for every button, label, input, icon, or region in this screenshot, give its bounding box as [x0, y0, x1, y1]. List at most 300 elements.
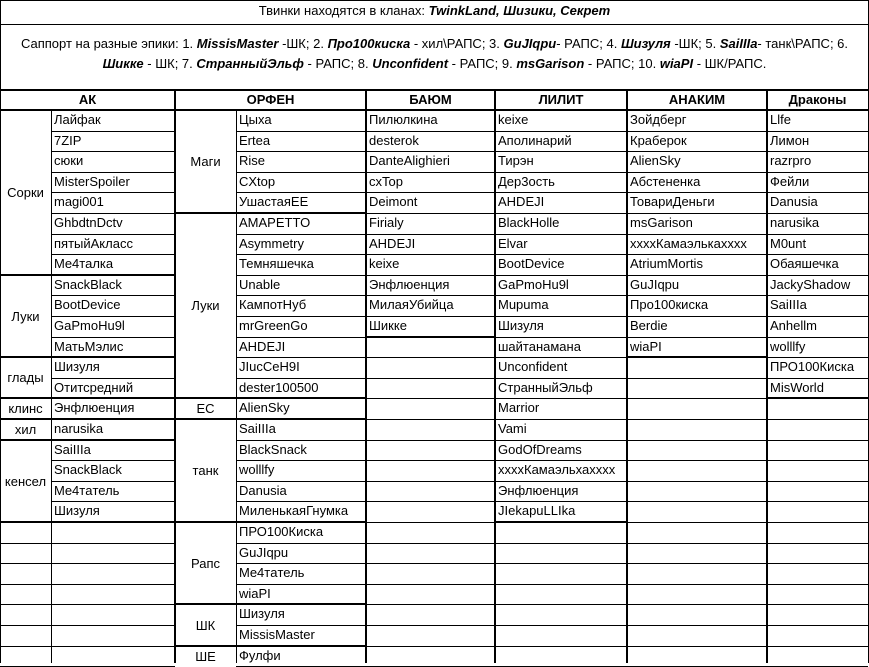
name-cell[interactable] [627, 110, 767, 131]
column-header-label: АК [78, 92, 97, 107]
name-text: Asymmetry [239, 236, 304, 251]
name-cell[interactable] [495, 234, 627, 254]
name-cell[interactable] [51, 316, 175, 337]
name-text: xxxxКамаэлькаxxxx [630, 236, 747, 251]
grid-line [767, 357, 868, 358]
name-text: GuJIqpu [630, 277, 680, 292]
grid-line [0, 625, 51, 626]
name-cell[interactable] [366, 213, 495, 234]
name-cell[interactable] [627, 234, 767, 254]
name-cell[interactable] [366, 151, 495, 172]
name-text: Энфлюенция [498, 483, 579, 498]
name-cell[interactable] [236, 316, 366, 337]
grid-line [495, 521, 627, 523]
name-cell[interactable] [627, 151, 767, 172]
grid-line [627, 234, 767, 235]
grid-line [627, 625, 767, 626]
grid-line [175, 397, 366, 399]
name-cell[interactable] [366, 316, 495, 337]
grid-line [495, 378, 627, 379]
grid-line [236, 625, 366, 626]
grid-line [767, 397, 868, 399]
support-name: GuJIqpu [503, 36, 557, 51]
name-cell[interactable] [51, 234, 175, 254]
name-text: Шизуля [54, 359, 100, 374]
grid-line [0, 418, 175, 420]
name-cell[interactable] [51, 172, 175, 192]
name-cell[interactable] [495, 337, 627, 357]
name-cell[interactable] [767, 192, 868, 213]
support-name: Шизуля [620, 36, 671, 51]
name-text: GaPmoHu9l [54, 318, 125, 333]
name-cell[interactable] [366, 234, 495, 254]
name-cell[interactable] [236, 172, 366, 192]
grid-line [174, 90, 176, 663]
grid-line [366, 501, 495, 502]
name-cell[interactable] [767, 172, 868, 192]
name-cell[interactable] [495, 151, 627, 172]
name-cell[interactable] [51, 501, 175, 522]
support-num: 5. [705, 36, 720, 51]
grid-line [366, 378, 495, 379]
grid-line [767, 172, 868, 173]
column-header-orfen [175, 91, 366, 110]
name-cell[interactable] [627, 254, 767, 275]
name-cell[interactable] [495, 254, 627, 275]
grid-line [767, 131, 868, 132]
grid-line [51, 213, 175, 214]
grid-line [236, 481, 366, 482]
grid-line [495, 275, 627, 276]
grid-line [495, 563, 627, 564]
grid-line [366, 295, 495, 296]
name-text: MisWorld [770, 380, 824, 395]
name-text: Danusia [770, 194, 818, 209]
support-line [0, 34, 869, 80]
group-label: EC [196, 401, 215, 416]
name-cell[interactable] [236, 295, 366, 316]
name-cell[interactable] [366, 254, 495, 275]
grid-line [627, 604, 767, 605]
name-cell[interactable] [51, 254, 175, 275]
name-text: MisterSpoiler [54, 174, 130, 189]
name-cell[interactable] [236, 563, 366, 584]
name-text: GhbdtnDctv [54, 215, 123, 230]
name-text: GaPmoHu9l [498, 277, 569, 292]
name-cell[interactable] [495, 295, 627, 316]
name-cell[interactable] [236, 357, 366, 378]
name-cell[interactable] [236, 419, 366, 440]
grid-line [767, 316, 868, 317]
name-text: BlackHolle [498, 215, 560, 230]
grid-line [51, 543, 175, 544]
name-cell[interactable] [495, 419, 627, 440]
name-text: ПРО100Киска [770, 359, 855, 374]
name-text: AMAPETTO [239, 215, 311, 230]
name-text: AHDEJI [498, 194, 545, 209]
name-cell[interactable] [767, 131, 868, 151]
grid-line [236, 131, 366, 132]
orfen-group-label [175, 419, 236, 522]
name-cell[interactable] [767, 316, 868, 337]
name-text: wolllfy [770, 339, 806, 354]
grid-line [767, 460, 868, 461]
orfen-group-label [175, 522, 236, 604]
name-text: Лимон [770, 133, 810, 148]
name-cell[interactable] [366, 275, 495, 295]
name-cell[interactable] [236, 234, 366, 254]
twinks-prefix: Твинки находятся в кланах: [258, 3, 429, 18]
grid-line [627, 501, 767, 502]
name-cell[interactable] [51, 378, 175, 398]
name-text: Me4тaтель [54, 483, 120, 498]
support-role: - РАПС; [303, 56, 358, 71]
name-cell[interactable] [366, 295, 495, 316]
column-header-label: ОРФЕН [246, 92, 295, 107]
name-cell[interactable] [236, 604, 366, 625]
name-text: keixe [498, 112, 529, 127]
support-name: MissisMaster [196, 36, 279, 51]
name-cell[interactable] [236, 110, 366, 131]
name-text: CXtop [239, 174, 276, 189]
name-text: ПРО100Киска [239, 524, 324, 539]
grid-line [236, 543, 366, 544]
grid-line [627, 254, 767, 255]
grid-line [495, 316, 627, 317]
grid-line [767, 151, 868, 152]
name-cell[interactable] [236, 625, 366, 646]
name-text: desterok [369, 133, 419, 148]
grid-line [767, 584, 868, 585]
grid-line [51, 192, 175, 193]
grid-line [627, 419, 767, 420]
grid-line [366, 316, 495, 317]
grid-line [175, 521, 366, 523]
name-cell[interactable] [236, 192, 366, 213]
name-cell[interactable] [236, 151, 366, 172]
name-text: Отитсредний [54, 380, 134, 395]
grid-line [767, 295, 868, 296]
grid-line [627, 543, 767, 544]
support-num: 6. [837, 36, 849, 51]
name-cell[interactable] [495, 172, 627, 192]
name-cell[interactable] [236, 398, 366, 419]
name-cell[interactable] [236, 481, 366, 501]
grid-line [627, 295, 767, 296]
name-cell[interactable] [236, 646, 366, 666]
name-cell[interactable] [627, 213, 767, 234]
grid-line [767, 481, 868, 482]
grid-line [495, 234, 627, 235]
grid-line [767, 625, 868, 626]
name-cell[interactable] [495, 131, 627, 151]
name-cell[interactable] [627, 172, 767, 192]
name-text: SaiIIIa [239, 421, 276, 436]
grid-line [627, 316, 767, 317]
grid-line [767, 275, 868, 276]
name-cell[interactable] [51, 110, 175, 131]
grid-line [0, 646, 51, 647]
support-role: -ШК; [670, 36, 706, 51]
name-text: Danusia [239, 483, 287, 498]
grid-line [366, 275, 495, 276]
grid-line [236, 234, 366, 235]
name-cell[interactable] [495, 501, 627, 522]
name-text: Лайфак [54, 112, 101, 127]
grid-line [495, 337, 627, 338]
name-cell[interactable] [51, 398, 175, 419]
group-label: кенсел [4, 473, 47, 489]
name-cell[interactable] [51, 357, 175, 378]
name-cell[interactable] [627, 275, 767, 295]
grid-line [627, 646, 767, 647]
name-cell[interactable] [767, 275, 868, 295]
name-cell[interactable] [495, 440, 627, 460]
name-cell[interactable] [51, 419, 175, 440]
grid-line [366, 604, 495, 605]
name-text: dester100500 [239, 380, 319, 395]
name-cell[interactable] [495, 316, 627, 337]
name-cell[interactable] [495, 213, 627, 234]
name-cell[interactable] [51, 213, 175, 234]
grid-line [175, 603, 366, 605]
grid-line [236, 275, 366, 276]
grid-line [365, 90, 367, 663]
group-label: ШК [195, 617, 216, 633]
name-cell[interactable] [366, 110, 495, 131]
name-cell[interactable] [51, 337, 175, 357]
name-cell[interactable] [366, 172, 495, 192]
name-cell[interactable] [51, 440, 175, 460]
name-text: cxTop [369, 174, 403, 189]
grid-line [495, 192, 627, 193]
name-cell[interactable] [236, 440, 366, 460]
grid-line [495, 295, 627, 296]
name-cell[interactable] [767, 378, 868, 398]
name-cell[interactable] [495, 110, 627, 131]
support-role: - ШК; [143, 56, 182, 71]
grid-line [0, 89, 869, 91]
name-text: МатьМэлис [54, 339, 124, 354]
name-text: Пилюлкина [369, 112, 438, 127]
grid-line [495, 501, 627, 502]
name-cell[interactable] [51, 295, 175, 316]
grid-line [495, 460, 627, 461]
name-cell[interactable] [236, 501, 366, 522]
support-name: wiaPI [659, 56, 694, 71]
name-cell[interactable] [51, 151, 175, 172]
grid-line [51, 563, 175, 564]
grid-line [0, 584, 51, 585]
name-cell[interactable] [767, 213, 868, 234]
twinks-clans-line [0, 0, 869, 24]
name-cell[interactable] [51, 460, 175, 481]
grid-line [495, 440, 627, 441]
name-cell[interactable] [236, 337, 366, 357]
support-num: 8. [357, 56, 373, 71]
orfen-group-label [175, 213, 236, 398]
name-cell[interactable] [236, 131, 366, 151]
grid-line [51, 316, 175, 317]
name-text: Тирэн [498, 153, 534, 168]
name-cell[interactable] [495, 460, 627, 481]
name-cell[interactable] [51, 481, 175, 501]
name-text: BootDevice [54, 297, 121, 312]
name-cell[interactable] [236, 522, 366, 543]
name-text: BlackSnack [239, 442, 307, 457]
support-role: -ШК; [278, 36, 314, 51]
orfen-group-label [175, 646, 236, 666]
grid-line [236, 172, 366, 173]
name-text: Firialy [369, 215, 404, 230]
name-text: Ertea [239, 133, 271, 148]
name-cell[interactable] [767, 234, 868, 254]
name-text: JIucCeH9I [239, 359, 300, 374]
grid-line [767, 419, 868, 420]
support-num: 1. [182, 36, 197, 51]
name-text: Шизуля [54, 503, 100, 518]
support-role: - РАПС; [448, 56, 502, 71]
name-cell[interactable] [236, 584, 366, 604]
name-cell[interactable] [767, 357, 868, 378]
name-text: Marrior [498, 400, 540, 415]
grid-line [366, 522, 495, 523]
grid-line [495, 646, 627, 647]
support-role: - ШК/РАПС. [693, 56, 767, 71]
name-cell[interactable] [767, 151, 868, 172]
column-header-label: ЛИЛИТ [538, 92, 584, 107]
support-role: - хил\РАПС; [410, 36, 490, 51]
grid-line [366, 419, 495, 420]
name-cell[interactable] [767, 254, 868, 275]
name-cell[interactable] [627, 131, 767, 151]
grid-line [366, 646, 495, 647]
ak-group-label [0, 419, 51, 440]
name-cell[interactable] [495, 192, 627, 213]
grid-line [767, 213, 868, 214]
group-label: Луки [191, 298, 220, 313]
support-num: 3. [489, 36, 504, 51]
column-header-lilit [495, 91, 627, 110]
grid-line [51, 234, 175, 235]
grid-line [627, 481, 767, 482]
grid-line [51, 295, 175, 296]
grid-line [494, 90, 496, 663]
name-cell[interactable] [495, 357, 627, 378]
grid-line [366, 213, 495, 214]
grid-line [767, 543, 868, 544]
name-text: Дер3ость [498, 174, 555, 189]
name-text: AlienSky [239, 400, 290, 415]
grid-line [627, 213, 767, 214]
name-cell[interactable] [236, 460, 366, 481]
group-label: ШЕ [195, 648, 216, 664]
support-name: SaiIIIa [719, 36, 758, 51]
grid-line [175, 645, 366, 647]
name-text: narusika [770, 215, 820, 230]
grid-line [51, 131, 175, 132]
name-text: 7ZIP [54, 133, 82, 148]
name-cell[interactable] [495, 378, 627, 398]
name-cell[interactable] [495, 481, 627, 501]
grid-line [767, 254, 868, 255]
name-cell[interactable] [51, 275, 175, 295]
name-cell[interactable] [51, 131, 175, 151]
grid-line [51, 584, 175, 585]
support-num: 7. [181, 56, 197, 71]
name-text: M0unt [770, 236, 807, 251]
grid-line [627, 131, 767, 132]
grid-line [236, 254, 366, 255]
orfen-group-label [175, 110, 236, 213]
column-header-ak [0, 91, 175, 110]
name-cell[interactable] [627, 192, 767, 213]
name-cell[interactable] [366, 131, 495, 151]
name-cell[interactable] [495, 275, 627, 295]
grid-line [366, 481, 495, 482]
name-text: AHDEJI [239, 339, 286, 354]
name-text: Абстененка [630, 174, 701, 189]
grid-line [495, 604, 627, 605]
grid-line [51, 646, 175, 647]
name-cell[interactable] [767, 110, 868, 131]
name-text: Rise [239, 153, 266, 168]
name-cell[interactable] [236, 543, 366, 563]
name-cell[interactable] [767, 295, 868, 316]
group-label: хил [14, 422, 37, 437]
group-label: глады [7, 370, 44, 385]
name-text: КампотНуб [239, 297, 307, 312]
grid-line [236, 151, 366, 152]
name-text: Mupuma [498, 297, 549, 312]
name-cell[interactable] [627, 337, 767, 357]
name-text: GodOfDreams [498, 442, 582, 457]
name-text: СтранныйЭльф [498, 380, 593, 395]
grid-line [495, 254, 627, 255]
grid-line [51, 378, 175, 379]
name-cell[interactable] [627, 295, 767, 316]
name-cell[interactable] [495, 398, 627, 419]
grid-line [236, 295, 366, 296]
grid-line [627, 398, 767, 399]
name-cell[interactable] [236, 213, 366, 234]
name-cell[interactable] [236, 275, 366, 295]
name-text: DanteAlighieri [369, 153, 450, 168]
name-text: razrpro [770, 153, 812, 168]
name-text: ТовариДеньги [630, 194, 715, 209]
name-text: Краберок [630, 133, 687, 148]
grid-line [0, 521, 175, 523]
column-header-dragons [767, 91, 868, 110]
name-cell[interactable] [767, 337, 868, 357]
grid-line [175, 212, 366, 214]
grid-line [0, 109, 869, 111]
name-cell[interactable] [627, 316, 767, 337]
support-name: msGarison [516, 56, 585, 71]
support-role: - танк\РАПС; [757, 36, 838, 51]
name-text: MissisMaster [239, 627, 315, 642]
grid-line [0, 24, 869, 25]
name-cell[interactable] [236, 254, 366, 275]
name-cell[interactable] [366, 192, 495, 213]
column-header-anakim [627, 91, 767, 110]
name-text: Шизуля [239, 606, 285, 621]
name-text: AlienSky [630, 153, 681, 168]
support-role: - РАПС; [556, 36, 607, 51]
name-cell[interactable] [236, 378, 366, 398]
name-cell[interactable] [51, 192, 175, 213]
grid-line [236, 563, 366, 564]
